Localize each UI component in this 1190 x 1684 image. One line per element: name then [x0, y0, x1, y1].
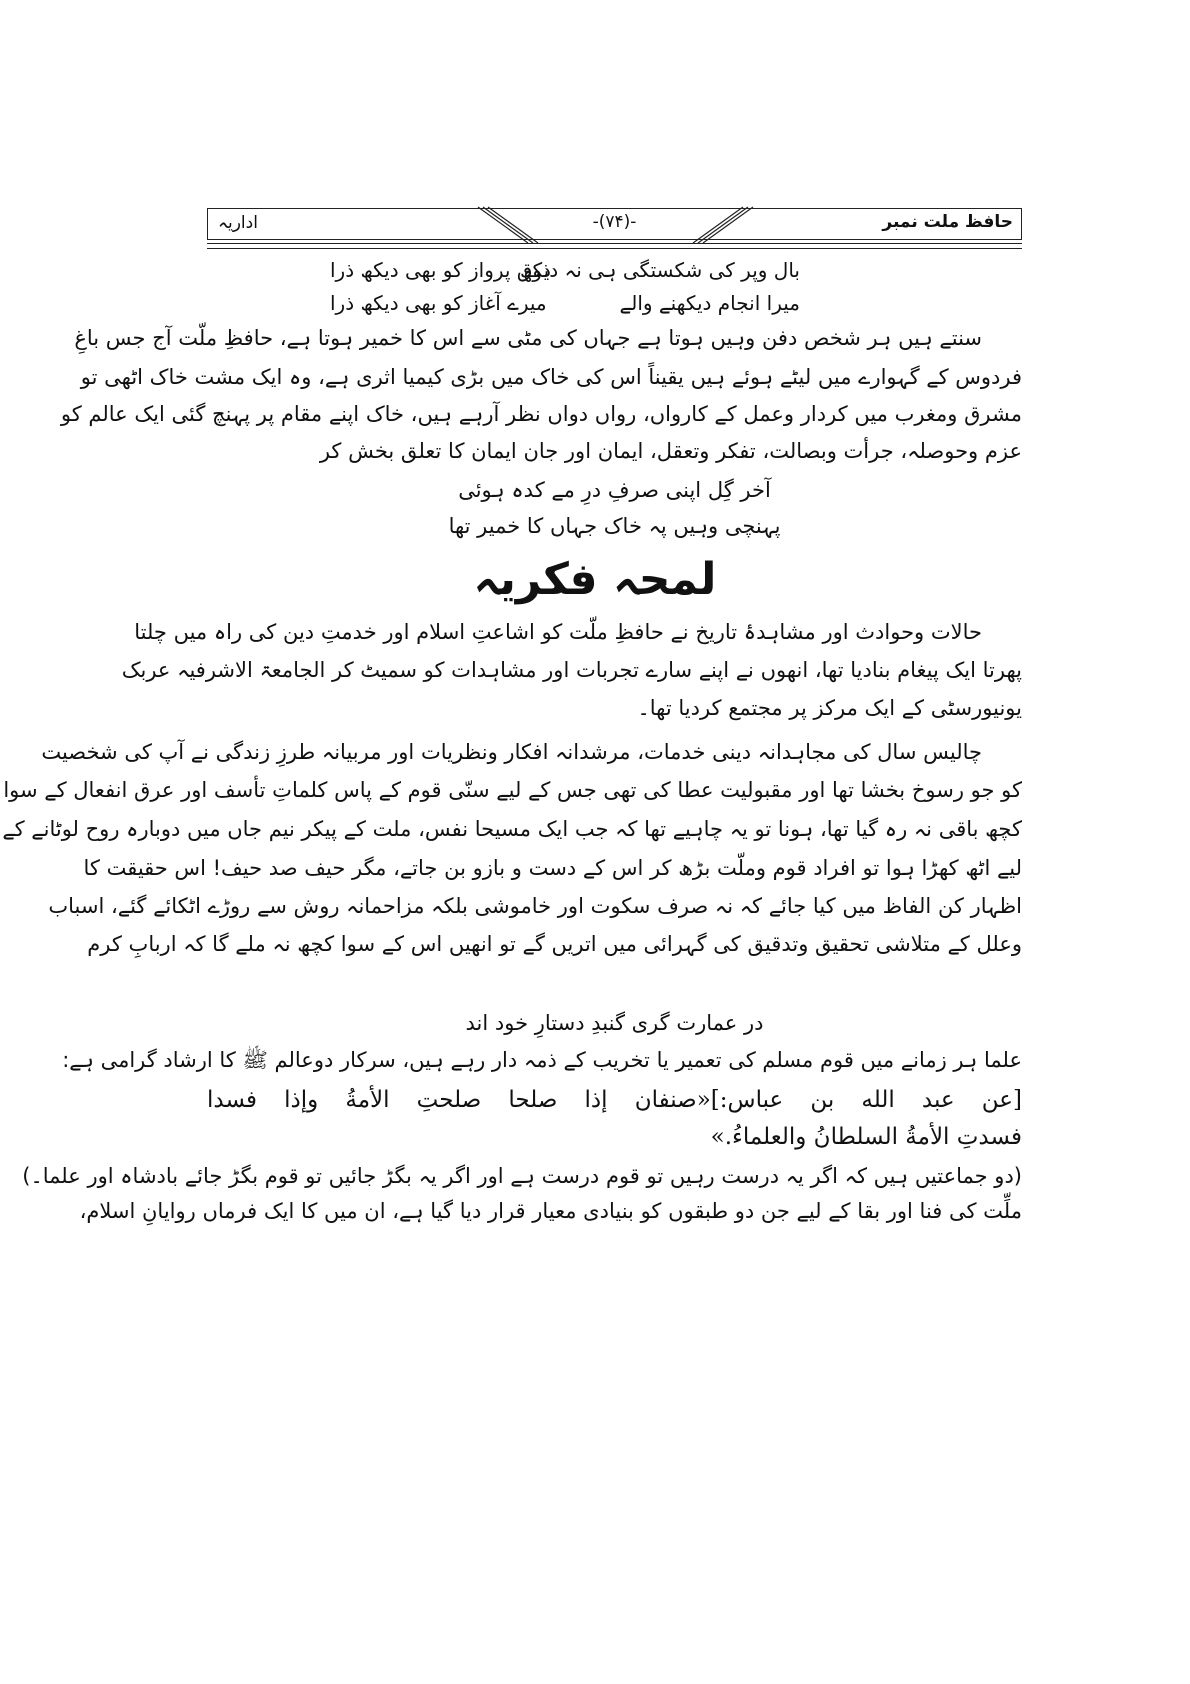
verse-line: آخر گِل اپنی صرفِ درِ مے کدہ ہوئی [458, 478, 771, 502]
section-label: اداریہ [218, 213, 258, 233]
couplet1-first: بال وپر کی شکستگی ہی نہ دیکھ [519, 258, 800, 282]
para1-line: سنتے ہیں ہر شخص دفن وہیں ہوتا ہے جہاں کی مٹی سے اس کا خمیر ہوتا ہے، حافظِ ملّت آج جس باغِ [74, 326, 982, 350]
section-heading: لمحہ فکریہ [473, 554, 717, 605]
journal-title: حافظ ملت نمبر [882, 212, 1013, 232]
header-rule [207, 243, 1022, 249]
para3-line: اظہار کن الفاظ میں کیا جائے کہ نہ صرف سکوت اور خاموشی بلکہ مزاحمانہ روش سے روڑے اٹکائے گئے، اسباب [48, 894, 1022, 918]
hadith-line: [عن عبد الله بن عباس:]«صنفان إذا صلحا صلحتِ الأمةُ وإذا فسدا [207, 1087, 1022, 1113]
para5-line: ملِّت کی فنا اور بقا کے لیے جن دو طبقوں کو بنیادی معیار قرار دیا گیا ہے، ان میں کا ایک فرماں روایانِ اسلام، [79, 1199, 1022, 1223]
para4-line: علما ہر زمانے میں قوم مسلم کی تعمیر یا تخریب کے ذمہ دار رہے ہیں، سرکار دوعالم ﷺ کا ارشاد گرامی ہے: [62, 1048, 1022, 1072]
header-ornament-right [693, 207, 753, 243]
para3-line: لیے اٹھ کھڑا ہوا تو افراد قوم وملّت بڑھ کر اس کے دست و بازو بن جاتے، مگر حیف صد حیف! اس حقیقت کا [83, 856, 1022, 880]
para1-line: فردوس کے گہوارے میں لیٹے ہوئے ہیں یقیناً اس کی خاک میں بڑی کیمیا اثری ہے، وہ ایک مشت خاک اٹھی تو [80, 365, 1022, 389]
para3-line: کو جو رسوخ بخشا تھا اور مقبولیت عطا کی تھی جس کے لیے سنّی قوم کے پاس کلماتِ تأسف اور عرق انفعال کے سوا [3, 778, 1022, 802]
para2-line: حالات وحوادث اور مشاہدۂ تاریخ نے حافظِ ملّت کو اشاعتِ اسلام اور خدمتِ دین کی راہ میں چلتا [134, 620, 982, 644]
para3-line: کچھ باقی نہ رہ گیا تھا، ہونا تو یہ چاہیے تھا کہ جب ایک مسیحا نفس، ملت کے پیکر نیم جاں میں دوبارہ روح لوٹانے کے [2, 817, 1022, 841]
para1-line: عزم وحوصلہ، جرأت وبصالت، تفکر وتعقل، ایمان اور جان ایمان کا تعلق بخش کر [319, 439, 1022, 463]
persian-verse: در عمارت گری گنبدِ دستارِ خود اند [465, 1011, 764, 1035]
para3-line: وعلل کے متلاشی تحقیق وتدقیق کی گہرائی میں اتریں گے تو انھیں اس کے سوا کچھ نہ ملے گا کہ اربابِ کرم [87, 932, 1022, 956]
para3-line: چالیس سال کی مجاہدانہ دینی خدمات، مرشدانہ افکار ونظریات اور مربیانہ طرزِ زندگی نے آپ کی شخصیت [41, 740, 982, 764]
hadith-translation: (دو جماعتیں ہیں کہ اگر یہ درست رہیں تو قوم درست ہے اور اگر یہ بگڑ جائیں تو قوم بگڑ جائے بادشاہ اور علما۔) [22, 1164, 1022, 1188]
running-header [207, 208, 1022, 240]
header-ornament-left [478, 207, 538, 243]
para1-line: مشرق ومغرب میں کردار وعمل کے کارواں، رواں دواں نظر آرہے ہیں، خاک اپنے مقام پر پہنچ گئی ایک عالم کو [60, 402, 1022, 426]
para2-line: پھرتا ایک پیغام بنادیا تھا، انھوں نے اپنے سارے تجربات اور مشاہدات کو سمیٹ کر الجامعۃ الاشرفیہ عربک [121, 658, 1022, 682]
couplet2-first: میرا انجام دیکھنے والے [619, 291, 800, 315]
hadith-line: فسدتِ الأمةُ السلطانُ والعلماءُ.» [710, 1124, 1022, 1150]
couplet2-second: میرے آغاز کو بھی دیکھ ذرا [330, 291, 547, 315]
para2-line: یونیورسٹی کے ایک مرکز پر مجتمع کردیا تھا۔ [637, 696, 1022, 720]
page-number: -(۷۴)- [592, 212, 637, 232]
verse-line: پہنچی وہیں پہ خاک جہاں کا خمیر تھا [448, 514, 781, 538]
couplet1-second: ذوق پرواز کو بھی دیکھ ذرا [330, 258, 551, 282]
